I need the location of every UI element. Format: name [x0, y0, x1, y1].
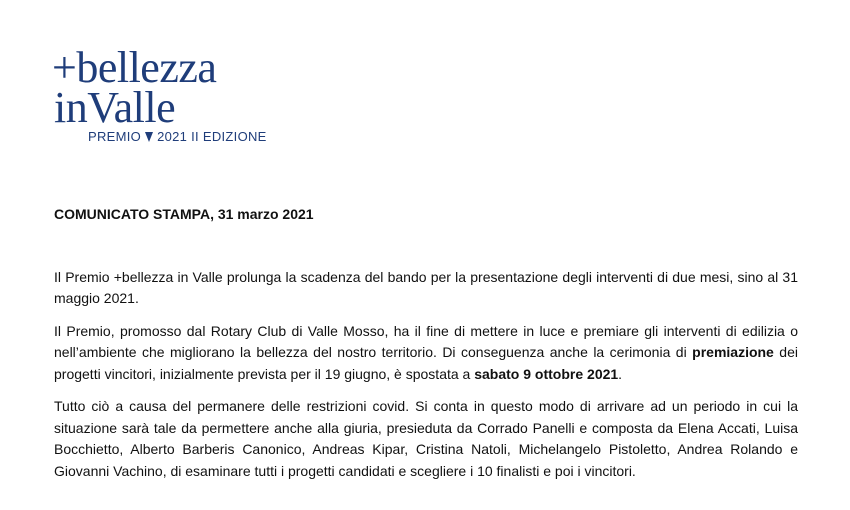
press-release-body: [54, 204, 798, 493]
paragraph-award-text1: Il Premio, promosso dal Rotary Club di Valle Mosso, ha il fine di mettere in luce e premiare gli interventi di edilizia o nell’ambiente che migliorano la bellezza del nostro territorio. Di conseguenza anche la cerimonia di: [54, 322, 798, 360]
logo-subtitle-edition: 2021 II EDIZIONE: [157, 129, 267, 144]
paragraph-award-text3: .: [618, 365, 623, 382]
press-release-heading: COMUNICATO STAMPA, 31 marzo 2021: [54, 206, 314, 222]
logo-subtitle-premio: PREMIO: [88, 129, 142, 144]
paragraph-jury: Tutto ciò a causa del permanere delle restrizioni covid. Si conta in questo modo di arrivare ad un periodo in cui la situazione sarà tale da permettere anche alla giuria, presieduta da Corrado Panelli e composta da Elena Accati, Luisa Bocchietto, Alberto Barberis Canonico, Andreas Kipar, Cristina Natoli, Michelangelo Pistoletto, Andrea Rolando e Giovanni Vachino, di esaminare tutti i progetti candidati e scegliere i 10 finalisti e poi i vincitori.: [54, 398, 798, 479]
paragraph-award: [54, 321, 798, 386]
logo-title-bellezza: +bellezza: [52, 43, 217, 92]
paragraph-award-bold2: sabato 9 ottobre 2021: [474, 365, 619, 382]
logo-v-icon: [145, 132, 153, 142]
logo-subtitle: [88, 130, 267, 144]
logo-title-invalle: inValle: [54, 83, 176, 132]
paragraph-award-bold1: premiazione: [692, 344, 774, 360]
paragraph-deadline: Il Premio +bellezza in Valle prolunga la scadenza del bando per la presentazione degli interventi di due mesi, sino al 31 maggio 2021.: [54, 268, 798, 306]
paragraph-award-text2: dei progetti vincitori, inizialmente prevista per il 19 giugno, è spostata a: [54, 344, 798, 382]
premio-logo: [52, 43, 292, 156]
